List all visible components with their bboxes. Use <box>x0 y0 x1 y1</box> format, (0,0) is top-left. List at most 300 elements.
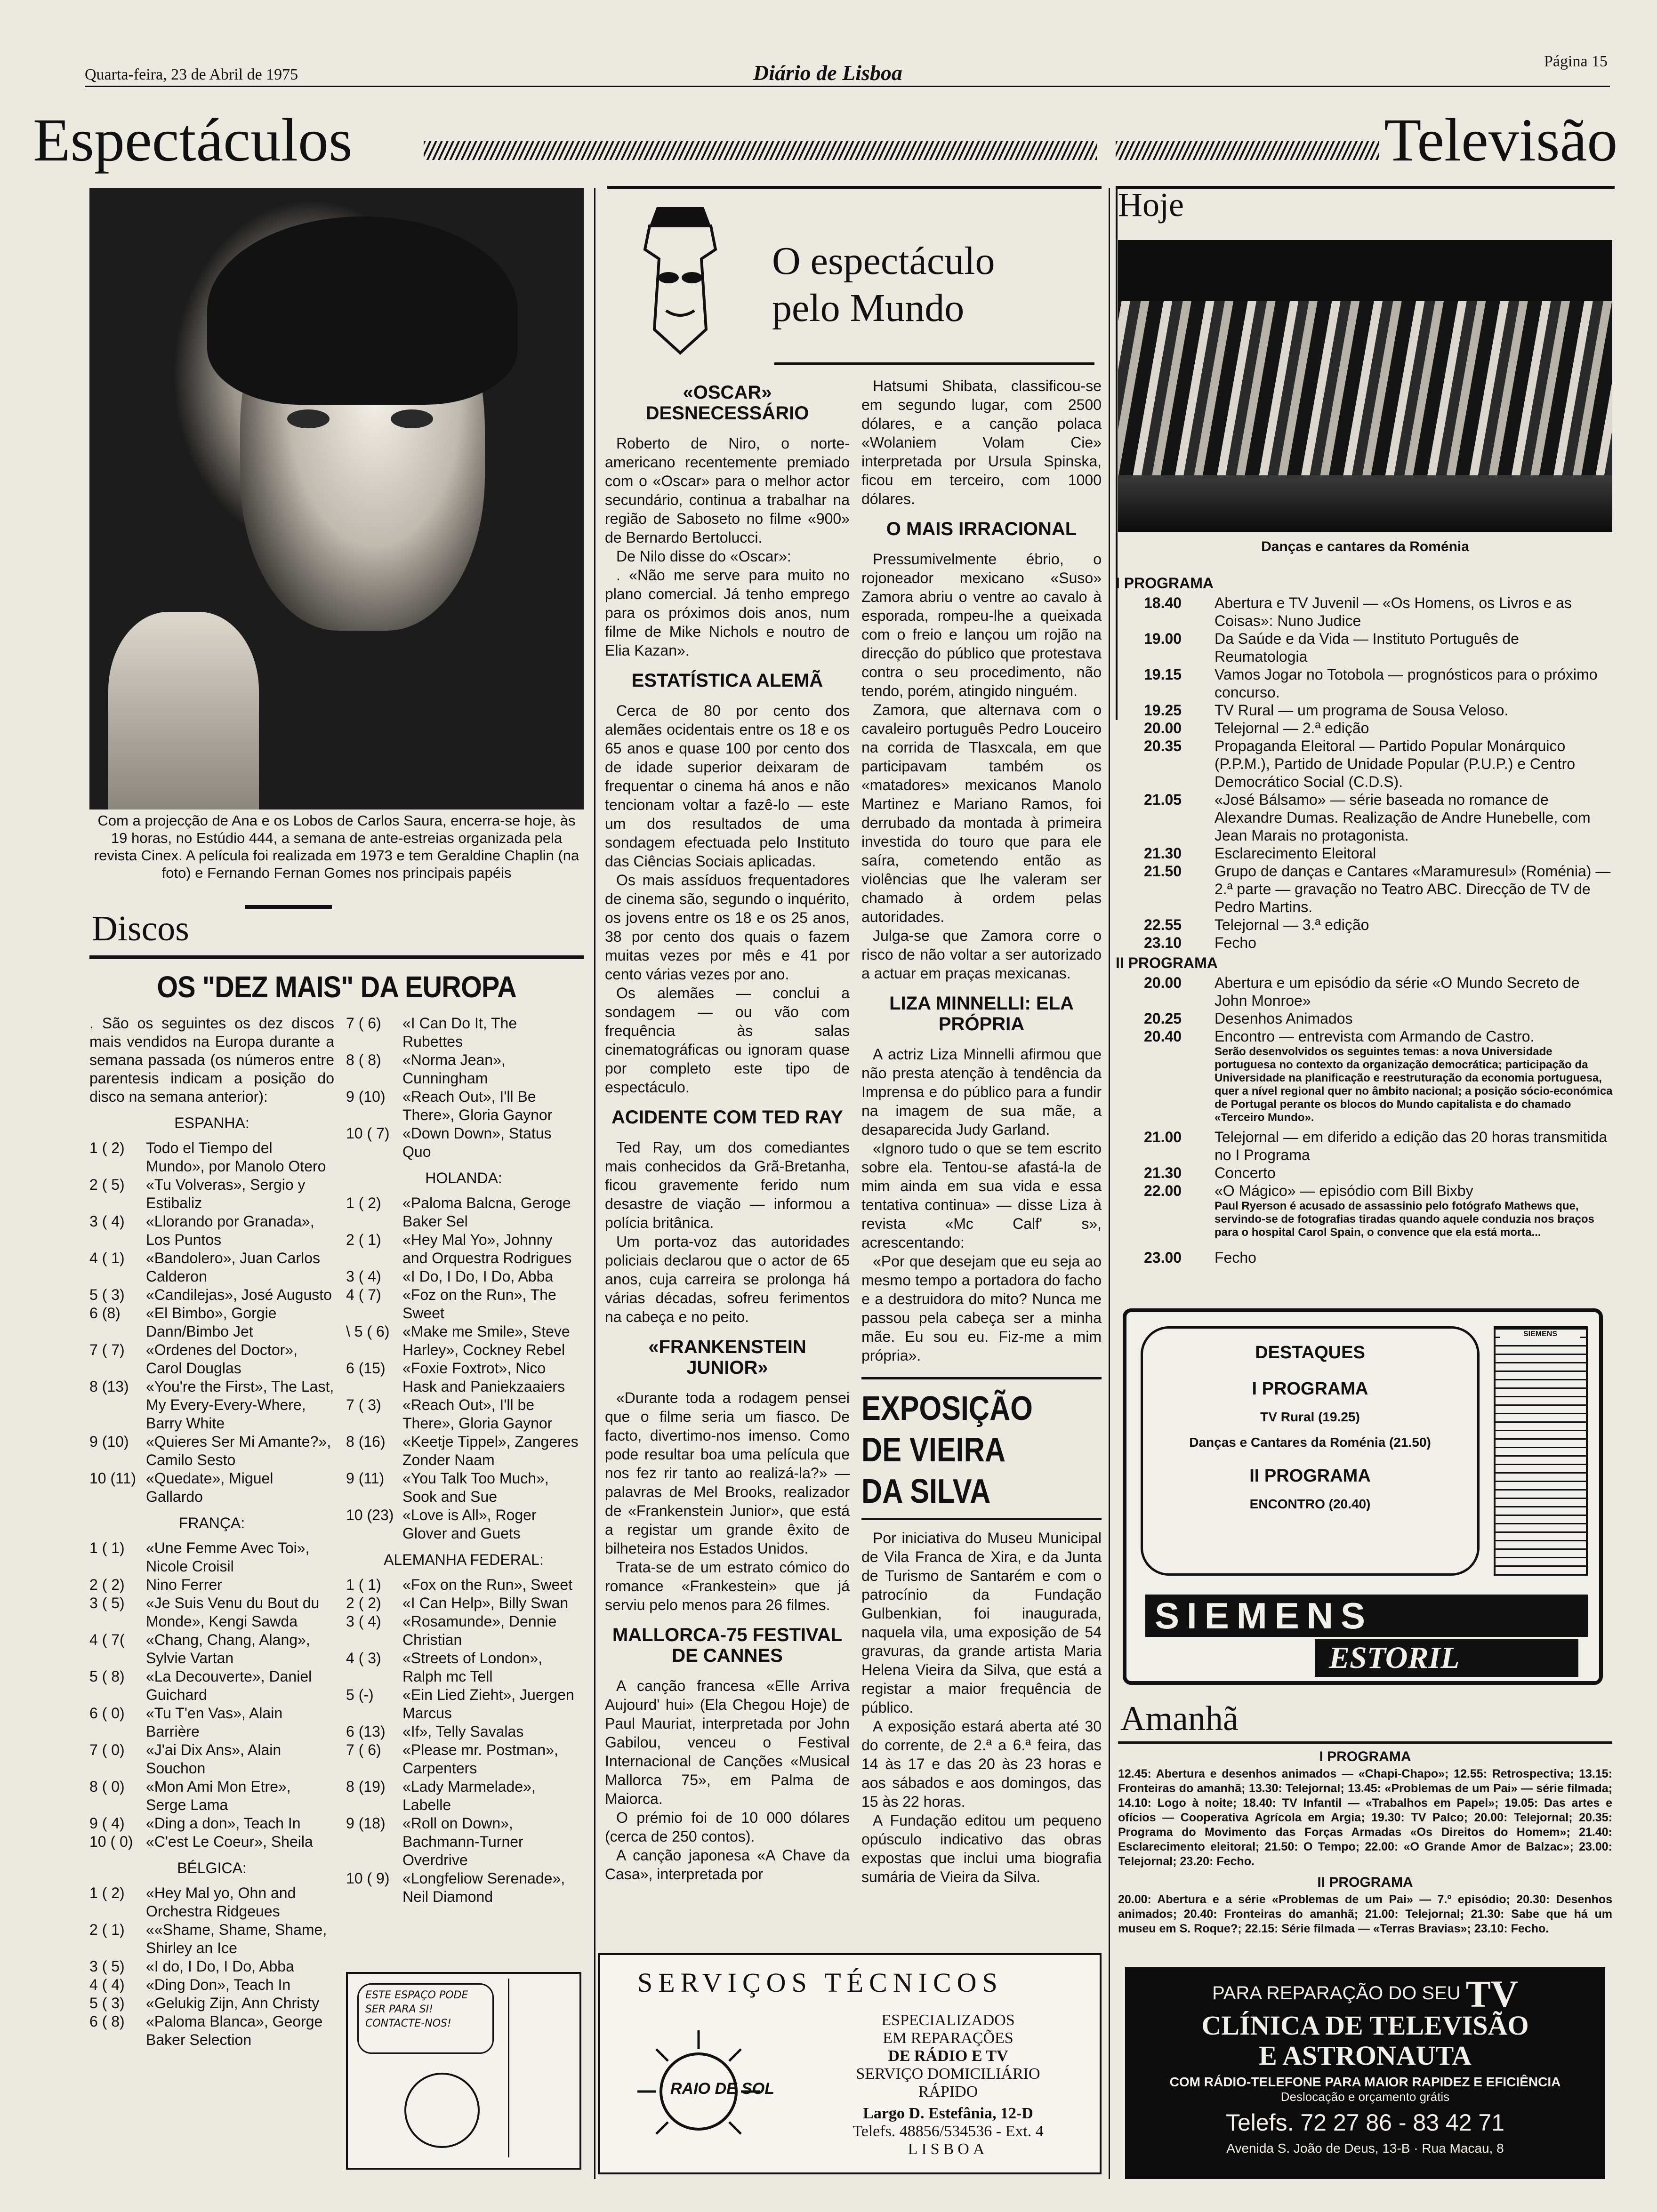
chart-entry <box>346 1194 581 1231</box>
chart-position: 3 ( 4) <box>89 1213 125 1230</box>
destaques-tv-set <box>1123 1308 1603 1685</box>
schedule-time: 23.10 <box>1144 934 1182 951</box>
chart-title: «Paloma Blanca», George Baker Selection <box>146 2013 323 2048</box>
chart-entry <box>89 1433 334 1469</box>
chart-title: «Candilejas», José Augusto <box>146 1286 332 1303</box>
hair-shape <box>207 216 518 405</box>
schedule-row <box>1144 737 1615 791</box>
chart-entry <box>346 1869 581 1906</box>
discos-intro: . São os seguintes os dez discos mais vendidos na Europa durante a semana passada (os números entre parentesis indicam a posição do disco na semana anterior): <box>89 1015 334 1105</box>
destaques-item1: TV Rural (19.25) <box>1260 1410 1360 1424</box>
chart-position: 2 ( 5) <box>89 1176 125 1193</box>
chart-title: «Love is All», Roger Glover and Guets <box>402 1507 537 1542</box>
chart-title: «Reach Out», I'll Be There», Gloria Gaynor <box>402 1088 553 1123</box>
chart-position: 7 ( 0) <box>89 1741 125 1758</box>
franca-title: FRANÇA: <box>178 1515 245 1531</box>
schedule-row <box>1144 916 1615 934</box>
article-paragraph: Ted Ray, um dos comediantes mais conhecidos da Grã-Bretanha, ficou gravemente ferido num desastre de viação — informou a polícia britânica. <box>605 1139 850 1231</box>
cartoon-panel <box>508 1979 574 2157</box>
raio-de-sol-logo <box>609 2021 788 2162</box>
chart-title: Nino Ferrer <box>146 1576 222 1593</box>
chart-title: «J'ai Dix Ans», Alain Souchon <box>146 1741 282 1777</box>
holanda-title: HOLANDA: <box>425 1170 502 1186</box>
programa-2-block <box>1116 974 1615 1266</box>
chart-title: «Norma Jean», Cunningham <box>402 1051 506 1087</box>
chart-entry <box>346 1723 581 1741</box>
schedule-time: 18.40 <box>1144 594 1182 611</box>
stage-floor <box>1118 475 1612 532</box>
schedule-row <box>1144 844 1615 862</box>
frank-body <box>605 1388 850 1614</box>
chart-entry <box>89 1778 334 1814</box>
servicos-details <box>802 2012 1094 2158</box>
schedule-time: 21.00 <box>1144 1129 1182 1146</box>
chart-entry <box>89 1341 334 1378</box>
oscar-body <box>605 434 850 660</box>
clinica-line4: COM RÁDIO-TELEFONE PARA MAIOR RAPIDEZ E EFICIÊNCIA <box>1169 2075 1561 2090</box>
cartoon-ad <box>346 1972 581 2170</box>
chart-entry <box>346 1741 581 1778</box>
chart-title: «Keetje Tippel», Zangeres Zonder Naam <box>402 1433 579 1468</box>
chart-position: 10 ( 0) <box>89 1833 133 1850</box>
chart-title: «Bandolero», Juan Carlos Calderon <box>146 1250 321 1285</box>
schedule-time: 20.00 <box>1144 974 1182 991</box>
schedule-desc: Vamos Jogar no Totobola — prognósticos para o próximo concurso. <box>1215 666 1598 701</box>
geraldine-chaplin-photo <box>89 188 584 809</box>
clinica-line3: E ASTRONAUTA <box>1259 2040 1472 2071</box>
alemanha-list <box>346 1576 581 1906</box>
chart-title: «Down Down», Status Quo <box>402 1125 552 1160</box>
chart-entry <box>346 1014 581 1051</box>
chart-title: «Foz on the Run», The Sweet <box>402 1286 556 1322</box>
chart-title: «Lady Marmelade», Labelle <box>402 1778 536 1813</box>
amanha-prog2: II PROGRAMA <box>1317 1875 1413 1890</box>
chart-position: 4 ( 4) <box>89 1976 125 1993</box>
chart-position: 10 ( 7) <box>346 1125 390 1142</box>
chart-title: «Quedate», Miguel Gallardo <box>146 1470 273 1505</box>
schedule-desc: Encontro — entrevista com Armando de Castro. <box>1215 1028 1535 1045</box>
chart-entry <box>89 1594 334 1631</box>
chart-title: «Hey Mal Yo», Johnny and Orquestra Rodrigues <box>402 1231 572 1266</box>
schedule-desc: Telejornal — 3.ª edição <box>1215 916 1369 933</box>
chart-position: 4 ( 1) <box>89 1250 125 1266</box>
chart-entry <box>346 1051 581 1088</box>
chart-position: 5 (-) <box>346 1686 374 1703</box>
chart-title: «Mon Ami Mon Etre», Serge Lama <box>146 1778 291 1813</box>
acidente-body <box>605 1138 850 1326</box>
programa-2-list-cont <box>1144 1128 1615 1200</box>
mundo-top-rule <box>607 186 1102 189</box>
chart-position: 1 ( 2) <box>89 1139 125 1156</box>
chart-entry <box>89 1139 334 1176</box>
mallorca-body <box>605 1676 850 1883</box>
article-paragraph: Trata-se de um estrato cómico do romance «Frankestein» que já serviu pelo menos para 26 filmes. <box>605 1559 850 1613</box>
chart-entry <box>89 1539 334 1576</box>
schedule-row <box>1144 934 1615 952</box>
section-title-espectaculos: Espectáculos <box>33 106 353 174</box>
chart-position: 4 ( 7( <box>89 1631 125 1648</box>
holanda-list <box>346 1194 581 1543</box>
schedule-time: 22.00 <box>1144 1182 1182 1199</box>
tv-screen <box>1141 1326 1480 1576</box>
article-paragraph: De Nilo disse do «Oscar»: <box>616 548 791 565</box>
chart-entry <box>89 1286 334 1304</box>
schedule-time: 22.55 <box>1144 916 1182 933</box>
schedule-desc: TV Rural — um programa de Sousa Veloso. <box>1215 702 1509 719</box>
clinica-line5: Deslocação e orçamento grátis <box>1280 2090 1450 2104</box>
destaques-prog1: I PROGRAMA <box>1252 1379 1368 1399</box>
clinica-tv-ad <box>1125 1967 1605 2179</box>
article-paragraph: A exposição estará aberta até 30 do corrente, de 2.ª a 6.ª feira, das 14 às 17 e das 20 às 23 horas e aos sábados e aos domingos, das 15 às 22 horas. <box>861 1718 1102 1810</box>
schedule-desc: Telejornal — em diferido a edição das 20 horas transmitida no I Programa <box>1215 1129 1608 1163</box>
belgica-list-cont <box>346 1014 581 1161</box>
hand-shape <box>108 612 259 809</box>
chart-entry <box>89 1704 334 1741</box>
tv-schedule <box>1116 572 1615 1266</box>
clinica-tv-big: TV <box>1465 1973 1518 2015</box>
chart-entry <box>89 1994 334 2012</box>
servicos-city: LISBOA <box>908 2140 989 2158</box>
chart-title: «Reach Out», I'll be There», Gloria Gaynor <box>402 1396 553 1432</box>
article-paragraph: Julga-se que Zamora corre o risco de não voltar a ser autorizado a actuar em praças mexicanas. <box>861 927 1102 982</box>
estat-headline: ESTATÍSTICA ALEMÃ <box>631 670 823 691</box>
chart-position: 2 ( 1) <box>346 1231 381 1248</box>
schedule-time: 21.05 <box>1144 791 1182 808</box>
chart-position: 1 ( 2) <box>89 1884 125 1901</box>
chart-title: «Fox on the Run», Sweet <box>402 1576 573 1593</box>
chart-position: 6 (13) <box>346 1723 386 1740</box>
header-rule <box>85 86 1610 87</box>
tv-top-rule <box>1116 186 1615 189</box>
col2-body <box>861 377 1102 508</box>
article-paragraph: Os mais assíduos frequentadores de cinema são, segundo o inquérito, os jovens entre os 18 e os 25 anos, 38 por cento dos quais o fazem muitas vezes por mês e 41 por cento várias vezes por ano. <box>605 872 850 983</box>
schedule-time: 19.15 <box>1144 666 1182 683</box>
destaques-title: DESTAQUES <box>1255 1343 1365 1362</box>
schedule-desc: Concerto <box>1215 1164 1276 1181</box>
chart-title: «Je Suis Venu du Bout du Monde», Kengi Sawda <box>146 1595 320 1630</box>
alemanha-title: ALEMANHA FEDERAL: <box>384 1551 544 1568</box>
mallorca-headline: MALLORCA-75 FESTIVAL DE CANNES <box>612 1625 843 1666</box>
chart-entry <box>89 1631 334 1667</box>
discos-col1 <box>89 1014 334 2049</box>
clinica-line2: CLÍNICA DE TELEVISÃO <box>1201 2010 1529 2041</box>
schedule-time: 20.00 <box>1144 720 1182 737</box>
chart-title: «Llorando por Granada», Los Puntos <box>146 1213 314 1248</box>
chart-title: «I Can Help», Billy Swan <box>402 1595 569 1611</box>
chart-position: 7 ( 6) <box>346 1015 381 1032</box>
chart-position: 5 ( 3) <box>89 1995 125 2012</box>
servicos-line4: SERVIÇO DOMICILIÁRIO <box>856 2065 1040 2083</box>
programa-2-list <box>1144 974 1615 1045</box>
servicos-line2: EM REPARAÇÕES <box>883 2029 1014 2047</box>
chart-position: 5 ( 3) <box>89 1286 125 1303</box>
chart-entry <box>89 1833 334 1851</box>
chart-title: «Rosamunde», Dennie Christian <box>402 1613 557 1648</box>
chart-position: 6 (15) <box>346 1360 386 1377</box>
chart-entry <box>346 1814 581 1869</box>
chart-position: 7 ( 6) <box>346 1741 381 1758</box>
chart-entry <box>89 1378 334 1433</box>
chart-position: 9 (10) <box>346 1088 386 1105</box>
schedule-row <box>1144 974 1615 1010</box>
chart-position: 10 ( 9) <box>346 1870 390 1887</box>
vieira-headline <box>861 1388 1066 1512</box>
discos-col2 <box>346 1014 581 1906</box>
chart-title: «Make me Smile», Steve Harley», Cockney Rebel <box>402 1323 570 1358</box>
chart-title: «Une Femme Avec Toi», Nicole Croisil <box>146 1539 310 1575</box>
chart-entry <box>346 1594 581 1612</box>
chart-title: «I do, I Do, I Do, Abba <box>146 1958 294 1975</box>
schedule-row <box>1144 791 1615 844</box>
schedule-time: 20.25 <box>1144 1010 1182 1027</box>
chart-title: «Foxie Foxtrot», Nico Hask and Paniekzaaiers <box>402 1360 565 1395</box>
article-paragraph: A actriz Liza Minnelli afirmou que não presta atenção à tendência da Imprensa e do público para a fundir na imagem de sua mãe, a desaparecida Judy Garland. <box>861 1046 1102 1138</box>
schedule-row <box>1144 594 1615 630</box>
article-paragraph: . «Não me serve para muito no plano comercial. Já tenho emprego para os próximos dois anos, num filme de Mike Nichols e noutro de Elia Kazan». <box>605 567 850 659</box>
chart-position: 9 (10) <box>89 1433 129 1450</box>
oscar-headline: «OSCAR» DESNECESSÁRIO <box>645 382 809 424</box>
schedule-time: 23.00 <box>1144 1249 1182 1266</box>
chart-title: «Hey Mal yo, Ohn and Orchestra Ridgeues <box>146 1884 296 1920</box>
chart-entry <box>89 1921 334 1957</box>
schedule-desc: Desenhos Animados <box>1215 1010 1353 1027</box>
article-paragraph: «Por que desejam que eu seja ao mesmo tempo a portadora do facho e a destruidora do mito? Nunca me passou pela cabeça ser a minha mãe. Eu sou eu. Fiz-me a mim própria». <box>861 1253 1102 1364</box>
chart-entry <box>89 1667 334 1704</box>
article-paragraph: Cerca de 80 por cento dos alemães ocidentais entre os 18 e os 65 anos e quase 100 por cento dos de idade superior deixaram de frequentar o cinema há anos e não tencionam voltar a fazê-lo — este um dos resultados de uma sondagem efectuada pelo Instituto das Ciências Sociais aplicadas. <box>605 702 850 870</box>
estat-body <box>605 701 850 1097</box>
amanha-rule <box>1118 1741 1612 1744</box>
chart-entry <box>89 1884 334 1921</box>
chart-position: 1 ( 1) <box>346 1576 381 1593</box>
chart-title: «Ordenes del Doctor», Carol Douglas <box>146 1341 298 1377</box>
schedule-row <box>1144 719 1615 737</box>
chart-entry <box>89 1176 334 1212</box>
vieira-head-line2: DE VIEIRA <box>861 1431 1006 1469</box>
chart-position: 5 ( 8) <box>89 1668 125 1685</box>
vieira-head-line3: DA SILVA <box>861 1473 991 1510</box>
chart-position: 7 ( 7) <box>89 1341 125 1358</box>
chart-position: 2 ( 1) <box>89 1921 125 1938</box>
section-hatch-left <box>424 141 1097 160</box>
irrac-body <box>861 550 1102 983</box>
speech-bubble: ESTE ESPAÇO PODE SER PARA SI! CONTACTE-NOS! <box>357 1983 494 2054</box>
estoril-model: ESTORIL <box>1315 1639 1578 1677</box>
schedule-desc: Fecho <box>1215 1249 1256 1266</box>
chart-entry <box>346 1267 581 1286</box>
chart-entry <box>346 1396 581 1433</box>
chart-position: 4 ( 7) <box>346 1286 381 1303</box>
schedule-row <box>1144 1027 1615 1045</box>
schedule-time: 21.30 <box>1144 845 1182 862</box>
chart-title: «If», Telly Savalas <box>402 1723 524 1740</box>
servicos-address: Largo D. Estefânia, 12-D <box>863 2105 1033 2122</box>
eye-right <box>391 409 433 428</box>
chart-title: «I Do, I Do, I Do, Abba <box>402 1268 554 1285</box>
vieira-body <box>861 1529 1102 1886</box>
schedule-desc: Abertura e um episódio da série «O Mundo Secreto de John Monroe» <box>1215 974 1580 1009</box>
schedule-row <box>1144 1128 1615 1164</box>
article-paragraph: A canção japonesa «A Chave da Casa», interpretada por <box>605 1847 850 1883</box>
mundo-col1 <box>605 372 850 1883</box>
chart-entry <box>346 1231 581 1267</box>
programa-1-title: I PROGRAMA <box>1116 575 1214 592</box>
frank-headline: «FRANKENSTEIN JUNIOR» <box>648 1337 806 1378</box>
romania-dance-photo <box>1118 240 1612 532</box>
chart-entry <box>89 2012 334 2049</box>
mundo-title-2: pelo Mundo <box>772 286 965 330</box>
chart-title: «Roll on Down», Bachmann-Turner Overdrive <box>402 1815 523 1868</box>
chart-entry <box>346 1433 581 1469</box>
chart-position: 9 (11) <box>346 1470 385 1487</box>
schedule-desc: Esclarecimento Eleitoral <box>1215 845 1376 862</box>
amanha-prog1-text: 12.45: Abertura e desenhos animados — «Chapi-Chapo»; 12.55: Retrospectiva; 13.15: Fronteiras do amanhã; 13.30: Telejornal; 13.45: «Problemas de um Pai» — série filmada; 14.10: Logo à noite; 18.40: TV Infantil — «Trabalhos em Papel»; 19.05: Das artes e ofícios — Cooperativa Agrícola em Argia; 19.30: TV Palco; 20.00: Telejornal; 20.35: Programa do Movimento das Forças Armadas «Os Direitos do Homem»; 21.40: Esclarecimento eleitoral; 21.50: O Tempo; 22.00: «O Grande Amor de Balzac»; 23.00: Telejornal; 23.20: Fecho. <box>1118 1767 1612 1868</box>
chart-position: 3 ( 4) <box>346 1268 381 1285</box>
chart-title: «Quieres Ser Mi Amante?», Camilo Sesto <box>146 1433 331 1468</box>
chart-entry <box>346 1686 581 1723</box>
schedule-row <box>1144 1182 1615 1200</box>
schedule-time: 20.35 <box>1144 737 1182 754</box>
programa-2-end <box>1144 1249 1615 1266</box>
mundo-col2 <box>861 377 1102 1886</box>
chart-title: «Please mr. Postman», Carpenters <box>402 1741 558 1777</box>
masthead: Diário de Lisboa <box>753 61 902 85</box>
chart-position: 1 ( 2) <box>346 1194 381 1211</box>
discos-headline: OS "DEZ MAIS" DA EUROPA <box>157 970 516 1004</box>
belgica-list <box>89 1884 334 2049</box>
hoje-label: Hoje <box>1118 186 1184 224</box>
schedule-row <box>1144 701 1615 719</box>
section-title-televisao: Televisão <box>1384 106 1618 174</box>
amanha-prog2-text: 20.00: Abertura e a série «Problemas de um Pai» — 7.º episódio; 20.30: Desenhos animados; 20.40: Fronteiras do amanhã; 21.00: Telejornal; 21.30: Sabe que há um museu em S. Roque?; 22.15: Série filmada — «Terras Bravias»; 23.10: Fecho. <box>1118 1893 1612 1935</box>
article-paragraph: A canção francesa «Elle Arriva Aujourd' hui» (Ela Chegou Hoje) de Paul Mauriat, interpretada por John Gabilou, venceu o Festival Internacional de Canções «Musical Mallorca 75», em Palma de Maiorca. <box>605 1677 850 1807</box>
chart-entry <box>89 1576 334 1594</box>
schedule-row <box>1144 630 1615 665</box>
chart-entry <box>346 1506 581 1543</box>
mask-icon <box>621 207 739 358</box>
column-separator-1 <box>594 188 595 2179</box>
amanha-schedule <box>1118 1746 1612 1936</box>
chart-title: «Paloma Balcna, Geroge Baker Sel <box>402 1194 571 1230</box>
chart-entry <box>346 1286 581 1322</box>
chart-title: ««Shame, Shame, Shame, Shirley an Ice <box>146 1921 327 1956</box>
schedule-row <box>1144 862 1615 916</box>
belgica-title: BÉLGICA: <box>177 1859 247 1876</box>
vieira-rule-2 <box>861 1518 1102 1520</box>
schedule-row <box>1144 1010 1615 1027</box>
chart-title: «Tu T'en Vas», Alain Barrière <box>146 1705 283 1740</box>
acidente-headline: ACIDENTE COM TED RAY <box>611 1107 843 1128</box>
schedule-row <box>1144 665 1615 701</box>
chart-position: 6 (8) <box>89 1305 121 1322</box>
chart-position: 8 ( 8) <box>346 1051 381 1068</box>
chart-position: 2 ( 2) <box>346 1595 381 1611</box>
chart-position: 3 ( 5) <box>89 1595 125 1611</box>
mundo-title-rule <box>774 362 1094 365</box>
destaques-item3: ENCONTRO (20.40) <box>1249 1497 1371 1511</box>
chart-position: 1 ( 1) <box>89 1539 125 1556</box>
destaques-prog2: II PROGRAMA <box>1249 1466 1371 1486</box>
franca-list <box>89 1539 334 1851</box>
espanha-list <box>89 1139 334 1506</box>
chart-title: «Ding a don», Teach In <box>146 1815 301 1832</box>
servicos-phone: Telefs. 48856/534536 - Ext. 4 <box>853 2123 1044 2140</box>
chart-position: 8 (19) <box>346 1778 386 1795</box>
amanha-label: Amanhã <box>1120 1699 1239 1738</box>
chart-title: «I Can Do It, The Rubettes <box>402 1015 517 1050</box>
chart-entry <box>346 1576 581 1594</box>
chart-position: 6 ( 8) <box>89 2013 125 2030</box>
servicos-line3: DE RÁDIO E TV <box>888 2047 1008 2065</box>
chart-entry <box>89 1814 334 1833</box>
vieira-rule <box>861 1377 1102 1379</box>
chart-title: «Streets of London», Ralph mc Tell <box>402 1650 543 1685</box>
chart-entry <box>89 1957 334 1976</box>
mundo-title-1: O espectáculo <box>772 239 995 283</box>
chart-title: «Chang, Chang, Alang», Sylvie Vartan <box>146 1631 310 1667</box>
article-paragraph: A Fundação editou um pequeno opúsculo indicativo das obras expostas que inclui uma biografia sumária de Vieira da Silva. <box>861 1812 1102 1885</box>
chart-position: 9 (18) <box>346 1815 386 1832</box>
schedule-desc: Fecho <box>1215 934 1256 951</box>
chart-position: 2 ( 2) <box>89 1576 125 1593</box>
schedule-time: 20.40 <box>1144 1028 1182 1045</box>
chart-position: 4 ( 3) <box>346 1650 381 1667</box>
section-hatch-right <box>1116 141 1379 160</box>
tv-brand-small: SIEMENS <box>1500 1330 1580 1338</box>
chart-entry <box>346 1322 581 1359</box>
programa-1-list <box>1116 594 1615 952</box>
chart-title: «Gelukig Zijn, Ann Christy <box>146 1995 320 2012</box>
chart-entry <box>346 1778 581 1814</box>
schedule-time: 19.00 <box>1144 630 1182 647</box>
servicos-line1: ESPECIALIZADOS <box>881 2012 1015 2029</box>
schedule-time: 21.30 <box>1144 1164 1182 1181</box>
chart-position: 3 ( 5) <box>89 1958 125 1975</box>
article-paragraph: Os alemães — conclui a sondagem — ou vão com frequência às salas cinematográficas ou ignoram quase por completo este tipo de espectáculo. <box>605 985 850 1096</box>
clinica-line1-wrap <box>1125 1973 1605 2015</box>
article-paragraph: Zamora, que alternava com o cavaleiro português Pedro Louceiro na corrida de Tlasxcala, em que participavam também os «matadores» mexicanos Manolo Martinez e Mariano Ramos, foi derrubado da montada à primeira investida do touro que para ele saíra, cometendo então as violências que lhe valeram ser chamado à ordem pelas autoridades. <box>861 701 1102 925</box>
schedule-desc: Propaganda Eleitoral — Partido Popular Monárquico (P.P.M.), Partido de Unidade Popular (P.U.P.) e Centro Democrático Social (C.D.S). <box>1215 737 1576 790</box>
article-paragraph: Hatsumi Shibata, classificou-se em segundo lugar, com 2500 dólares, e a canção polaca «Wolaniem Volam Cie» interpretada por Ursula Spinska, ficou em terceiro, com 1000 dólares. <box>861 377 1102 507</box>
chart-title: «Ein Lied Zieht», Juergen Marcus <box>402 1686 574 1722</box>
schedule-time: 21.50 <box>1144 863 1182 880</box>
programa-2-title: II PROGRAMA <box>1116 954 1218 971</box>
chart-entry <box>89 1741 334 1778</box>
chart-title: «C'est Le Coeur», Sheila <box>146 1833 313 1850</box>
clinica-line1: PARA REPARAÇÃO DO SEU <box>1212 1983 1461 2004</box>
schedule-desc: «José Bálsamo» — série baseada no romance de Alexandre Dumas. Realização de Andre Hunebelle, com Jean Marais no protagonista. <box>1215 791 1591 844</box>
article-paragraph: «Ignoro tudo o que se tem escrito sobre ela. Tentou-se afastá-la de mim ainda em sua vida e essa tentativa continua» — disse Liza à revista «Mc Calf' s», acrescentando: <box>861 1140 1102 1251</box>
chart-entry <box>89 1469 334 1506</box>
servicos-title: SERVIÇOS TÉCNICOS <box>637 1967 1003 1998</box>
tv-control-panel <box>1494 1326 1588 1576</box>
chart-title: «La Decouverte», Daniel Guichard <box>146 1668 312 1703</box>
chart-entry <box>346 1124 581 1161</box>
irrac-headline: O MAIS IRRACIONAL <box>886 519 1077 539</box>
chart-position: 10 (23) <box>346 1507 394 1523</box>
page-number: Página 15 <box>1544 53 1608 70</box>
chart-position: 7 ( 3) <box>346 1396 381 1413</box>
chart-title: «You Talk Too Much», Sook and Sue <box>402 1470 549 1505</box>
chart-entry <box>89 1304 334 1341</box>
chart-entry <box>346 1649 581 1686</box>
chart-title: «Longfeliow Serenade», Neil Diamond <box>402 1870 565 1905</box>
cartoon-figure <box>404 2073 480 2148</box>
chart-position: 8 ( 0) <box>89 1778 125 1795</box>
column-separator-2 <box>1109 188 1110 2179</box>
vieira-head-line1: EXPOSIÇÃO <box>861 1390 1033 1427</box>
article-paragraph: Um porta-voz das autoridades policiais declarou que o actor de 65 anos, cuja carreira se prolonga há várias décadas, sofreu ferimentos na cabeça e no peito. <box>605 1233 850 1325</box>
article-paragraph: Por iniciativa do Museu Municipal de Vila Franca de Xira, e da Junta de Turismo de Santarém e com o patrocínio da Fundação Gulbenkian, foi inaugurada, naquela vila, uma exposição de 54 gravuras, da grande artista Maria Helena Vieira da Silva, que está a registar a maior frequência de público. <box>861 1530 1102 1716</box>
